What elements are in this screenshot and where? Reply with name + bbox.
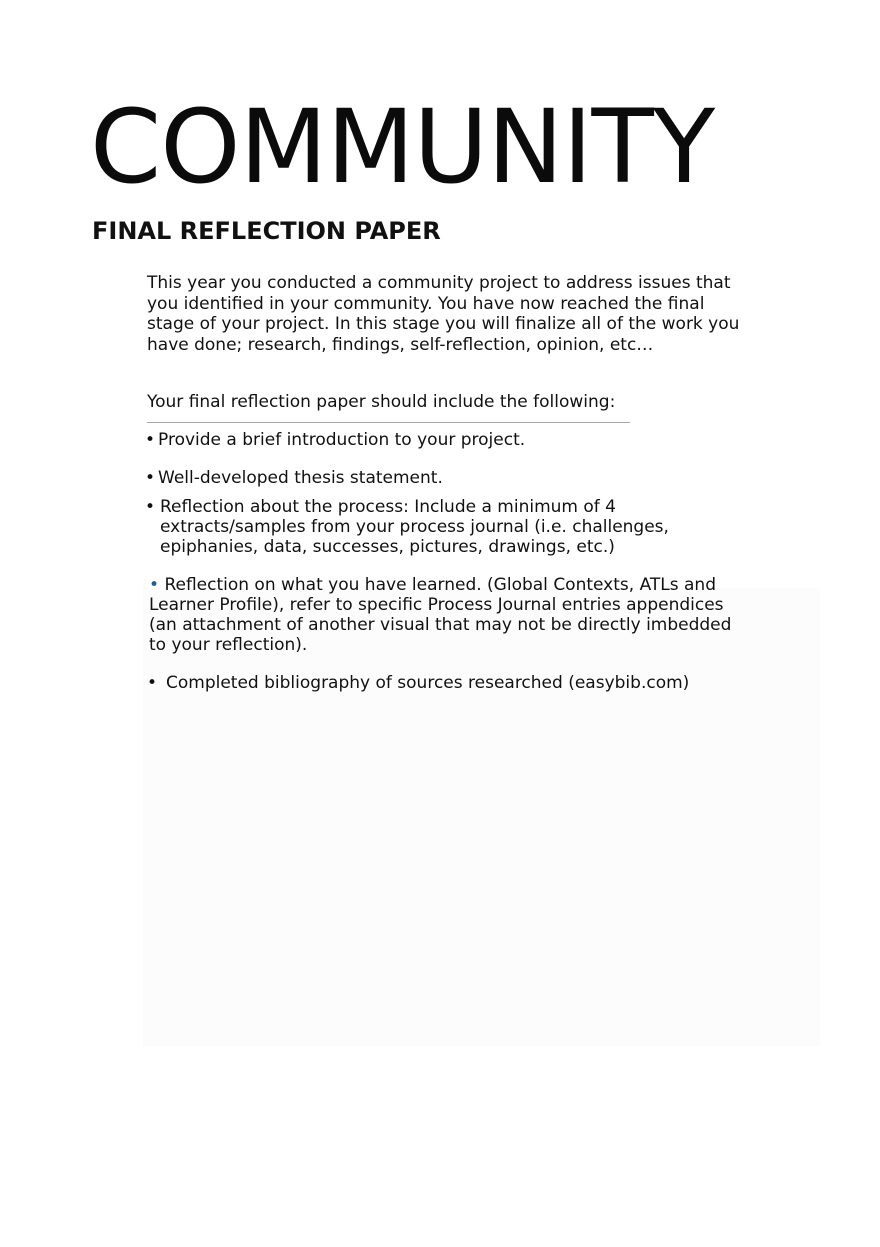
intro-paragraph: This year you conducted a community project to address issues that you identified in your community. You have now reached the final stage of your project. In this stage you will finalize all of the work you have done; research, findings, self-reflection, opinion, etc… (147, 273, 740, 355)
background-panel (143, 588, 820, 1046)
list-item (149, 575, 749, 655)
bullet-icon: • (145, 430, 156, 450)
list-item (145, 497, 735, 557)
list-item-text: Reflection about the process: Include a minimum of 4 extracts/samples from your process journal (i.e. challenges, epiphanies, data, successes, pictures, drawings, etc.) (160, 497, 669, 557)
divider-line (147, 422, 630, 423)
bullet-icon: • (149, 575, 160, 595)
list-item-text: Reflection on what you have learned. (Global Contexts, ATLs and Learner Profile), refer to specific Process Journal entries appendices (an attachment of another visual that may not be directly imbedded to your reflection). (149, 575, 732, 655)
list-item-text: Well-developed thesis statement. (158, 468, 443, 488)
list-item-text: Completed bibliography of sources researched (easybib.com) (166, 673, 690, 693)
bullet-icon: • (145, 468, 156, 488)
requirements-lead: Your final reflection paper should include the following: (147, 392, 616, 412)
bullet-icon: • (145, 497, 156, 517)
list-item-text: Provide a brief introduction to your project. (158, 430, 526, 450)
page-subtitle: FINAL REFLECTION PAPER (92, 217, 441, 245)
bullet-icon: • (147, 673, 158, 693)
page-title: COMMUNITY (90, 88, 715, 207)
